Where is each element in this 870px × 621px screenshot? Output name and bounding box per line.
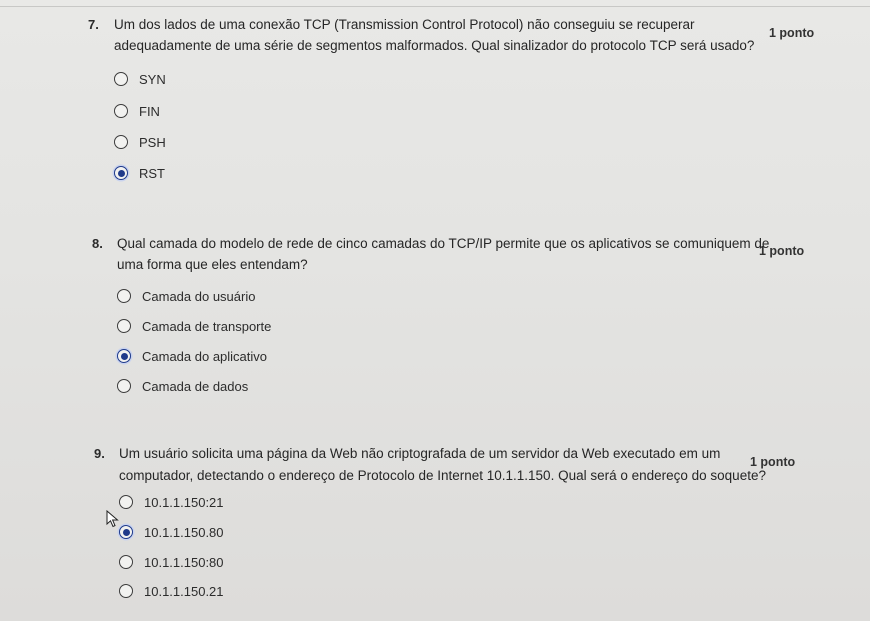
question-points: 1 ponto <box>750 455 796 469</box>
option-label: RST <box>139 165 165 181</box>
option-label: 10.1.1.150:21 <box>144 494 224 510</box>
radio-button[interactable] <box>119 495 133 509</box>
question-text-line1: Um usuário solicita uma página da Web não criptografada de um servidor da Web executado em um <box>119 446 721 461</box>
radio-button[interactable] <box>114 72 128 86</box>
option-label: 10.1.1.150:80 <box>144 554 224 570</box>
option-rst[interactable] <box>114 163 165 183</box>
radio-button[interactable] <box>119 584 133 598</box>
question-points: 1 ponto <box>759 244 805 258</box>
option-camada-dados[interactable] <box>117 376 248 396</box>
option-camada-transporte[interactable] <box>117 316 271 336</box>
option-ip-80-colon[interactable] <box>119 552 224 572</box>
radio-button-selected[interactable] <box>119 525 133 539</box>
question-text-line2: adequadamente de uma série de segmentos malformados. Qual sinalizador do protocolo TCP será usado? <box>114 38 755 53</box>
question-points: 1 ponto <box>769 26 815 40</box>
question-number: 7. <box>88 17 99 32</box>
option-label: SYN <box>139 71 166 87</box>
question-text-line2: computador, detectando o endereço de Protocolo de Internet 10.1.1.150. Qual será o endereço do soquete? <box>119 468 766 483</box>
top-divider <box>0 0 870 7</box>
option-ip-80-dot[interactable] <box>119 522 224 542</box>
option-ip-21-colon[interactable] <box>119 492 224 512</box>
radio-button[interactable] <box>119 555 133 569</box>
option-ip-21-dot[interactable] <box>119 581 224 601</box>
question-text-line1: Qual camada do modelo de rede de cinco camadas do TCP/IP permite que os aplicativos se comuniquem de <box>117 236 770 251</box>
option-label: Camada de transporte <box>142 318 272 334</box>
option-label: Camada do usuário <box>142 288 256 304</box>
option-label: PSH <box>139 134 166 150</box>
radio-button-selected[interactable] <box>114 166 128 180</box>
option-label: FIN <box>139 103 160 119</box>
option-label: Camada do aplicativo <box>142 348 268 364</box>
radio-button[interactable] <box>114 104 128 118</box>
option-psh[interactable] <box>114 132 166 152</box>
radio-button[interactable] <box>114 135 128 149</box>
radio-button[interactable] <box>117 319 131 333</box>
question-number: 8. <box>92 236 103 251</box>
mouse-pointer-icon <box>106 510 120 528</box>
question-text-line1: Um dos lados de uma conexão TCP (Transmission Control Protocol) não conseguiu se recuperar <box>114 17 695 32</box>
option-label: 10.1.1.150.80 <box>144 524 224 540</box>
option-fin[interactable] <box>114 101 160 121</box>
option-label: 10.1.1.150.21 <box>144 583 224 599</box>
question-number: 9. <box>94 446 105 461</box>
option-syn[interactable] <box>114 69 166 89</box>
option-label: Camada de dados <box>142 378 249 394</box>
radio-button[interactable] <box>117 289 131 303</box>
question-text-line2: uma forma que eles entendam? <box>117 257 308 272</box>
option-camada-aplicativo[interactable] <box>117 346 267 366</box>
option-camada-usuario[interactable] <box>117 286 255 306</box>
radio-button-selected[interactable] <box>117 349 131 363</box>
radio-button[interactable] <box>117 379 131 393</box>
